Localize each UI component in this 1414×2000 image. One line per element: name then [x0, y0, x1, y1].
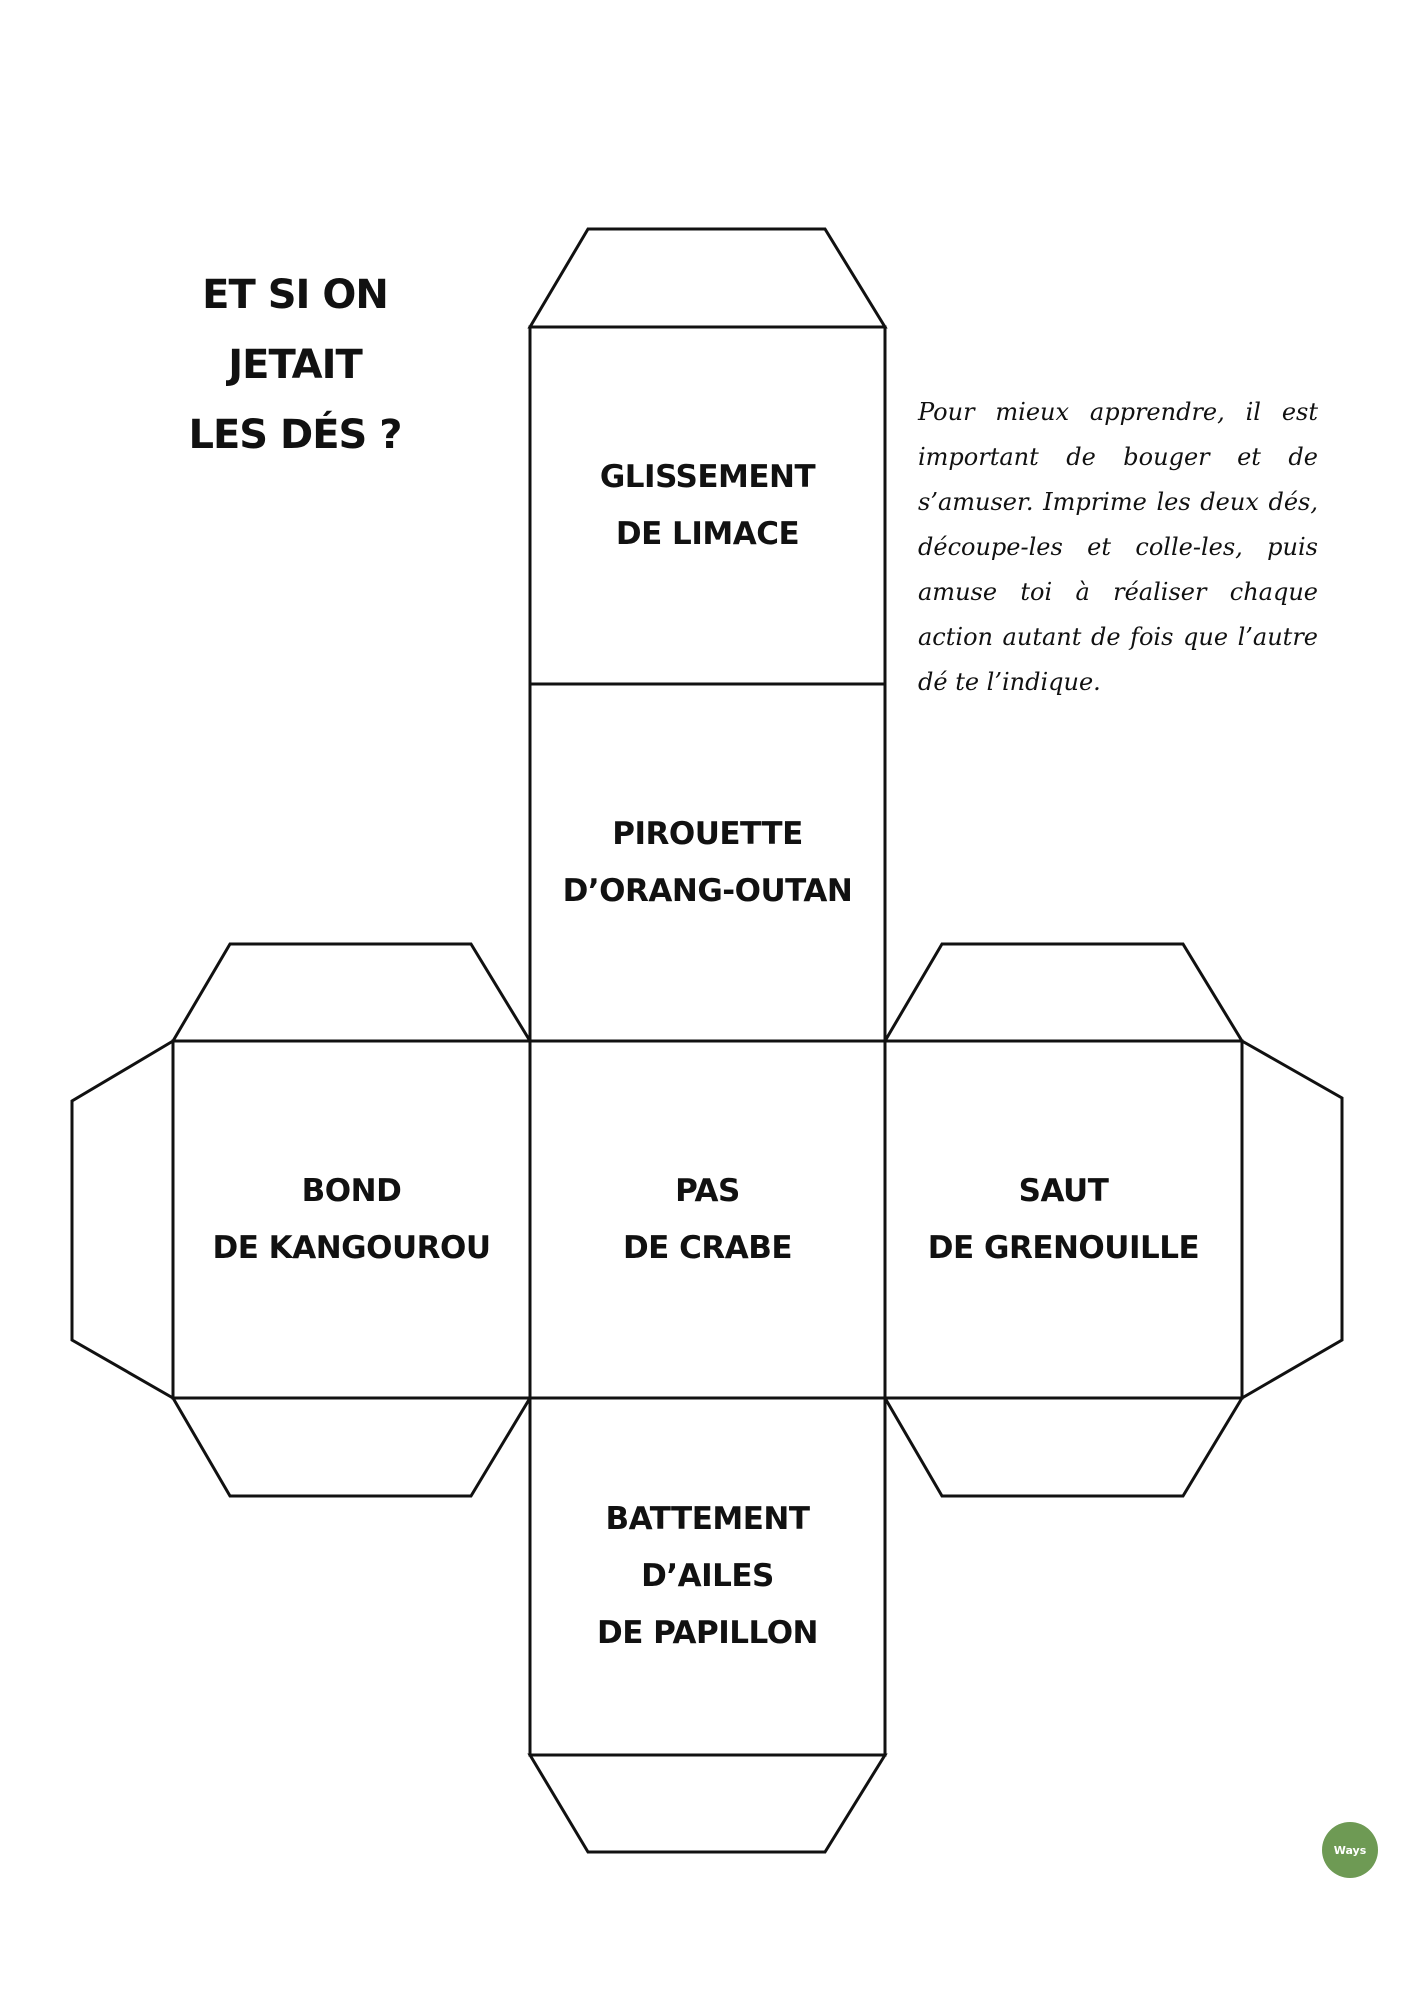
page-title: [130, 260, 460, 470]
face-bottom-line-3: DE PAPILLON: [596, 1615, 819, 1651]
glue-flap-right-bottom: [885, 1398, 1242, 1496]
face-bottom-label: [530, 1398, 885, 1755]
face-center-line-2: DE CRABE: [622, 1229, 793, 1266]
face-right-label: [885, 1041, 1242, 1398]
face-bottom-line-2: D’AILES: [641, 1558, 774, 1594]
glue-flap-top: [530, 229, 885, 327]
face-center-label: [530, 1041, 885, 1398]
glue-flap-right-top: [885, 944, 1242, 1041]
glue-flap-right-side: [1242, 1041, 1342, 1398]
intro-paragraph: Pour mieux apprendre, il est important de bouger et de s’amuser. Imprime les deux dés, découpe-les et colle-les, puis amuse toi à réaliser chaque action autant de fois que l’autre dé te l’indique.: [918, 398, 1318, 696]
face-upper-middle-line-1: PIROUETTE: [612, 815, 803, 852]
face-bottom-line-1: BATTEMENT: [605, 1501, 810, 1537]
face-left-line-2: DE KANGOUROU: [212, 1229, 491, 1266]
page-title-line-2: LES DÉS ?: [188, 412, 402, 458]
glue-flap-left-top: [173, 944, 530, 1041]
face-left-label: [173, 1041, 530, 1398]
face-upper-middle-label: [530, 684, 885, 1041]
face-left-line-1: BOND: [301, 1172, 402, 1209]
face-right-line-2: DE GRENOUILLE: [927, 1229, 1200, 1266]
face-right-line-1: SAUT: [1018, 1172, 1109, 1209]
glue-flap-left-bottom: [173, 1398, 530, 1496]
glue-flap-bottom: [530, 1755, 885, 1852]
face-center-line-1: PAS: [675, 1172, 740, 1209]
face-top-line-1: GLISSEMENT: [599, 458, 816, 495]
brand-logo-text: Ways: [1333, 1843, 1367, 1857]
face-upper-middle-line-2: D’ORANG-OUTAN: [562, 872, 853, 909]
brand-logo: [1322, 1822, 1378, 1878]
face-top-line-2: DE LIMACE: [615, 515, 800, 552]
glue-flap-left-side: [72, 1041, 173, 1398]
face-top-label: [530, 327, 885, 684]
page-title-line-1: ET SI ON JETAIT: [202, 272, 388, 388]
